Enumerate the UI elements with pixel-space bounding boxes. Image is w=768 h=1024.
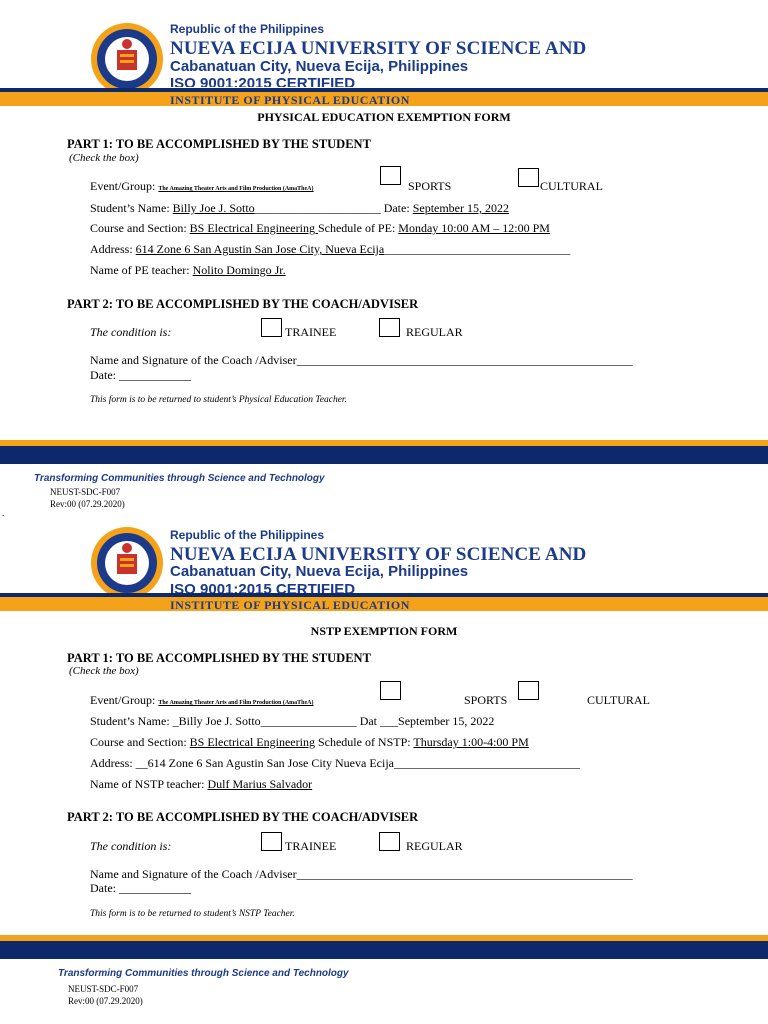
teacher-label: Name of PE teacher: [90, 263, 190, 277]
date-value: September 15, 2022 [412, 201, 510, 215]
address-label: Address: [90, 756, 133, 770]
address-value: __614 Zone 6 San Agustin San Jose City Nueva Ecija [135, 756, 394, 770]
course-row [90, 735, 529, 750]
coach-date-label: Date: [90, 881, 116, 895]
coach-date-line: ____________ [116, 881, 191, 895]
regular-label: REGULAR [406, 839, 463, 853]
cultural-label: CULTURAL [540, 179, 603, 193]
footer-band [0, 941, 768, 959]
teacher-value: Nolito Domingo Jr. [192, 263, 286, 277]
republic-text: Republic of the Philippines [170, 528, 325, 542]
course-value: BS Electrical Engineering [189, 735, 315, 749]
coach-line: ________________________________________________________ [296, 867, 633, 881]
part1-instruction: (Check the box) [69, 152, 139, 164]
trainee-checkbox[interactable] [261, 832, 282, 851]
teacher-row [90, 777, 312, 792]
trainee-checkbox[interactable] [261, 318, 282, 337]
address-label: Address: [90, 242, 133, 256]
regular-checkbox[interactable] [379, 318, 400, 337]
sports-label: SPORTS [464, 693, 508, 707]
teacher-row [90, 263, 286, 278]
student-label: Student’s Name: [90, 201, 170, 215]
university-seal-icon [90, 22, 164, 96]
teacher-label: Name of NSTP teacher: [90, 777, 205, 791]
footer-band [0, 446, 768, 464]
course-value: BS Electrical Engineering [189, 221, 318, 235]
part2-heading: PART 2: TO BE ACCOMPLISHED BY THE COACH/ADVISER [67, 810, 419, 824]
revision: Rev:00 (07.29.2020) [68, 996, 143, 1006]
condition-label: The condition is: [90, 839, 172, 853]
coach-date-label: Date: [90, 368, 116, 382]
iso-certification: ISO 9001:2015 CERTIFIED [170, 581, 356, 593]
coach-date-row [90, 368, 191, 383]
form-title: NSTP EXEMPTION FORM [310, 624, 458, 638]
cultural-checkbox[interactable] [518, 168, 539, 187]
date-label: Date: [383, 201, 410, 215]
form-title: PHYSICAL EDUCATION EXEMPTION FORM [257, 110, 511, 124]
university-city: Cabanatuan City, Nueva Ecija, Philippines [170, 58, 469, 75]
event-value: The Amazing Theater Arts and Film Production (AmaTheA) [158, 186, 314, 192]
trainee-label: TRAINEE [285, 839, 337, 853]
coach-row [90, 867, 633, 882]
address-line: _______________________________ [384, 242, 571, 256]
student-name-line: _____________________ [254, 201, 381, 215]
coach-label: Name and Signature of the Coach /Adviser [90, 353, 297, 367]
event-row [90, 179, 314, 194]
university-name: NUEVA ECIJA UNIVERSITY OF SCIENCE AND [170, 38, 587, 59]
sports-checkbox[interactable] [380, 681, 401, 700]
return-note: This form is to be returned to student’s Physical Education Teacher. [90, 395, 347, 405]
coach-line: ________________________________________________________ [296, 353, 633, 367]
nstp-exemption-form [0, 510, 768, 1020]
university-seal-icon [90, 526, 164, 600]
republic-text: Republic of the Philippines [170, 22, 325, 36]
sports-label: SPORTS [408, 179, 452, 193]
course-row [90, 221, 550, 236]
part1-instruction: (Check the box) [69, 665, 139, 677]
course-label: Course and Section: [90, 735, 187, 749]
institute-name: INSTITUTE OF PHYSICAL EDUCATION [170, 598, 410, 612]
event-row [90, 693, 314, 708]
teacher-value: Dulf Marius Salvador [207, 777, 313, 791]
university-city: Cabanatuan City, Nueva Ecija, Philippines [170, 563, 469, 580]
schedule-label: Schedule of NSTP: [317, 735, 411, 749]
student-label: Student’s Name: [90, 714, 170, 728]
student-name: Billy Joe J. Sotto [172, 201, 255, 215]
student-row [90, 201, 509, 216]
schedule-value: Monday 10:00 AM – 12:00 PM [398, 221, 550, 235]
iso-certification: ISO 9001:2015 CERTIFIED [170, 75, 356, 87]
address-value: 614 Zone 6 San Agustin San Jose City, Nueva Ecija [135, 242, 385, 256]
revision: Rev:00 (07.29.2020) [50, 499, 125, 509]
form-code: NEUST-SDC-F007 [50, 487, 121, 497]
date-value: ___September 15, 2022 [380, 714, 495, 728]
student-name: _Billy Joe J. Sotto________________ [172, 714, 357, 728]
sports-checkbox[interactable] [380, 166, 401, 185]
regular-label: REGULAR [406, 325, 463, 339]
page-separator: . [2, 508, 5, 518]
event-label: Event/Group: [90, 693, 156, 707]
part1-heading: PART 1: TO BE ACCOMPLISHED BY THE STUDENT [67, 651, 371, 665]
student-row [90, 714, 494, 729]
trainee-label: TRAINEE [285, 325, 337, 339]
date-label: Dat [359, 714, 378, 728]
coach-date-row [90, 881, 191, 896]
institute-name: INSTITUTE OF PHYSICAL EDUCATION [170, 93, 410, 107]
university-name: NUEVA ECIJA UNIVERSITY OF SCIENCE AND [170, 544, 587, 565]
course-label: Course and Section: [90, 221, 187, 235]
event-label: Event/Group: [90, 179, 156, 193]
regular-checkbox[interactable] [379, 832, 400, 851]
condition-label: The condition is: [90, 325, 172, 339]
schedule-label: Schedule of PE: [317, 221, 396, 235]
schedule-value: Thursday 1:00-4:00 PM [413, 735, 529, 749]
coach-label: Name and Signature of the Coach /Adviser [90, 867, 297, 881]
address-row [90, 756, 580, 771]
cultural-checkbox[interactable] [518, 681, 539, 700]
event-value: The Amazing Theater Arts and Film Production (AmaTheA) [158, 700, 314, 706]
pe-exemption-form [0, 0, 768, 510]
part2-heading: PART 2: TO BE ACCOMPLISHED BY THE COACH/ADVISER [67, 297, 419, 311]
coach-date-line: ____________ [116, 368, 191, 382]
coach-row [90, 353, 633, 368]
tagline: Transforming Communities through Science and Technology [58, 968, 349, 979]
address-line: _______________________________ [393, 756, 580, 770]
cultural-label: CULTURAL [587, 693, 650, 707]
return-note: This form is to be returned to student’s NSTP Teacher. [90, 909, 295, 919]
address-row [90, 242, 570, 257]
part1-heading: PART 1: TO BE ACCOMPLISHED BY THE STUDENT [67, 137, 371, 151]
tagline: Transforming Communities through Science and Technology [34, 473, 325, 484]
form-code: NEUST-SDC-F007 [68, 984, 139, 994]
